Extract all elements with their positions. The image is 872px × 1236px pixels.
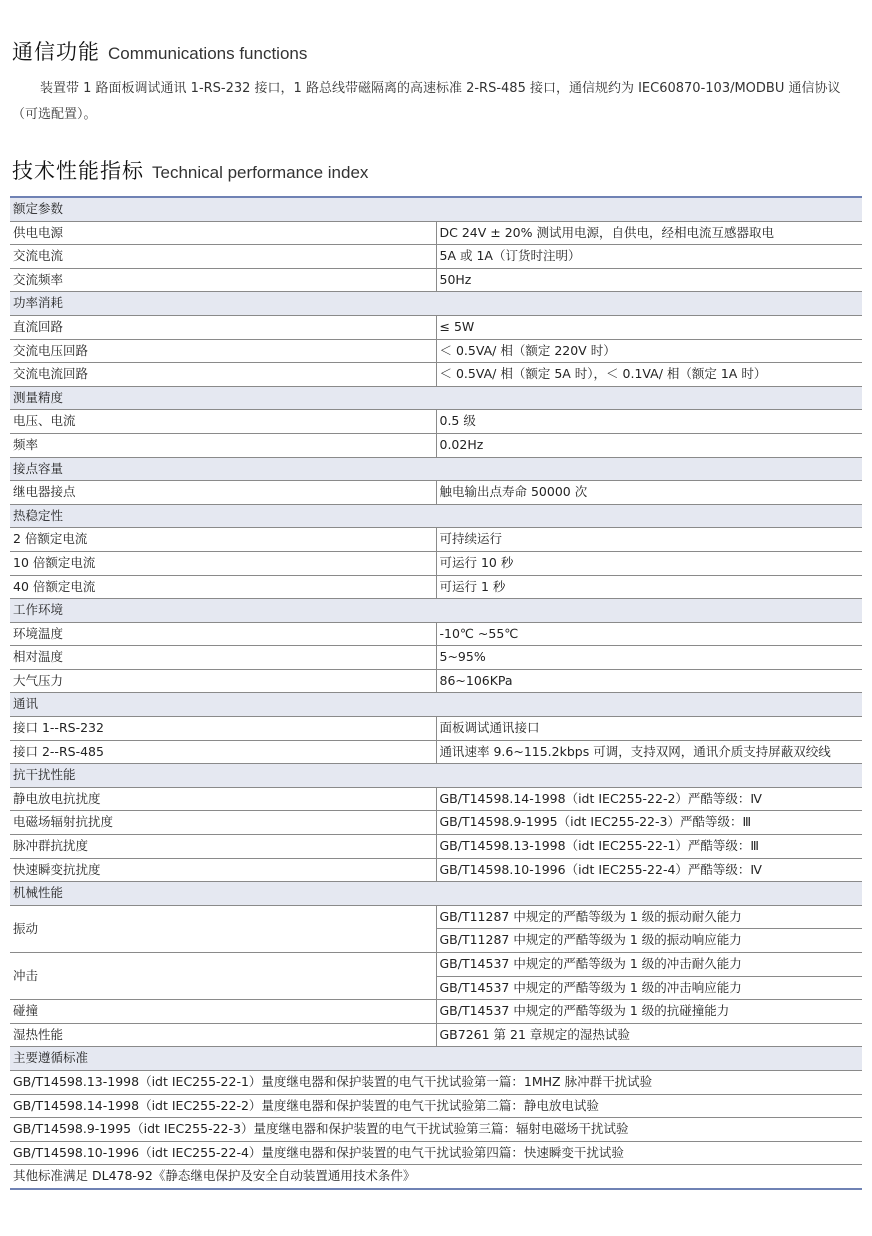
table-row (10, 363, 862, 387)
param-value: 通讯速率 9.6~115.2kbps 可调，支持双网，通讯介质支持屏蔽双绞线 (436, 740, 862, 764)
table-row (10, 1141, 862, 1165)
table-row (10, 740, 862, 764)
section-row (10, 198, 862, 221)
param-value: GB/T14598.13-1998（idt IEC255-22-1）严酷等级：Ⅲ (436, 835, 862, 859)
table-row (10, 1165, 862, 1189)
spec-table (10, 198, 862, 1190)
param-value: GB/T11287 中规定的严酷等级为 1 级的振动响应能力 (436, 929, 862, 953)
table-row (10, 953, 862, 977)
param-value: 可运行 10 秒 (436, 551, 862, 575)
param-value: GB7261 第 21 章规定的湿热试验 (436, 1023, 862, 1047)
param-name: 交流电流 (10, 245, 436, 269)
standard-item: GB/T14598.13-1998（idt IEC255-22-1）量度继电器和保护装置的电气干扰试验第一篇：1MHZ 脉冲群干扰试验 (10, 1070, 862, 1094)
section-row (10, 292, 862, 316)
param-name: 电磁场辐射抗扰度 (10, 811, 436, 835)
section-label: 功率消耗 (10, 292, 862, 316)
param-value: DC 24V ± 20% 测试用电源，自供电，经相电流互感器取电 (436, 221, 862, 245)
table-row (10, 245, 862, 269)
section-row (10, 386, 862, 410)
param-value: 可运行 1 秒 (436, 575, 862, 599)
table-row (10, 339, 862, 363)
table-row (10, 787, 862, 811)
table-row (10, 528, 862, 552)
param-value: 86~106KPa (436, 669, 862, 693)
param-value: 0.02Hz (436, 433, 862, 457)
param-value: GB/T11287 中规定的严酷等级为 1 级的振动耐久能力 (436, 905, 862, 929)
table-row (10, 481, 862, 505)
param-name: 碰撞 (10, 1000, 436, 1024)
section-row (10, 764, 862, 788)
table-row (10, 1023, 862, 1047)
param-name: 供电电源 (10, 221, 436, 245)
heading-zh: 通信功能 (12, 40, 100, 64)
section-label: 热稳定性 (10, 504, 862, 528)
table-row (10, 646, 862, 670)
standard-item: GB/T14598.14-1998（idt IEC255-22-2）量度继电器和保护装置的电气干扰试验第二篇：静电放电试验 (10, 1094, 862, 1118)
table-row (10, 1000, 862, 1024)
param-value: 5A 或 1A（订货时注明） (436, 245, 862, 269)
param-value: GB/T14537 中规定的严酷等级为 1 级的冲击响应能力 (436, 976, 862, 1000)
param-value: -10℃ ~55℃ (436, 622, 862, 646)
section-label: 测量精度 (10, 386, 862, 410)
table-row (10, 551, 862, 575)
param-name: 交流电流回路 (10, 363, 436, 387)
param-name: 继电器接点 (10, 481, 436, 505)
table-row (10, 717, 862, 741)
param-value: GB/T14537 中规定的严酷等级为 1 级的抗碰撞能力 (436, 1000, 862, 1024)
table-row (10, 858, 862, 882)
param-name: 交流电压回路 (10, 339, 436, 363)
param-value: 触电输出点寿命 50000 次 (436, 481, 862, 505)
table-row (10, 905, 862, 929)
heading-zh: 技术性能指标 (12, 159, 144, 183)
section-label: 主要遵循标准 (10, 1047, 862, 1071)
communications-paragraph: 装置带 1 路面板调试通讯 1-RS-232 接口，1 路总线带磁隔离的高速标准 2-RS-485 接口，通信规约为 IEC60870-103/MODBU 通信协议（可选配置）。 (12, 81, 841, 122)
table-row (10, 221, 862, 245)
section-row (10, 1047, 862, 1071)
table-row (10, 575, 862, 599)
heading-en: Communications functions (108, 44, 308, 63)
param-name: 静电放电抗扰度 (10, 787, 436, 811)
table-row (10, 410, 862, 434)
param-value: GB/T14598.9-1995（idt IEC255-22-3）严酷等级：Ⅲ (436, 811, 862, 835)
heading-en: Technical performance index (152, 163, 369, 182)
param-value: 5~95% (436, 646, 862, 670)
param-name: 接口 2--RS-485 (10, 740, 436, 764)
section-label: 通讯 (10, 693, 862, 717)
table-row (10, 669, 862, 693)
section-label: 额定参数 (10, 198, 862, 221)
param-name: 振动 (10, 905, 436, 952)
param-value: 可持续运行 (436, 528, 862, 552)
section-label: 工作环境 (10, 599, 862, 623)
param-value: ＜ 0.5VA/ 相（额定 220V 时） (436, 339, 862, 363)
param-name: 电压、电流 (10, 410, 436, 434)
param-value: GB/T14537 中规定的严酷等级为 1 级的冲击耐久能力 (436, 953, 862, 977)
param-name: 10 倍额定电流 (10, 551, 436, 575)
section-row (10, 504, 862, 528)
table-row (10, 268, 862, 292)
param-name: 接口 1--RS-232 (10, 717, 436, 741)
communications-heading (12, 36, 307, 66)
table-row (10, 622, 862, 646)
section-label: 抗干扰性能 (10, 764, 862, 788)
section-row (10, 693, 862, 717)
param-name: 脉冲群抗扰度 (10, 835, 436, 859)
standard-item: 其他标准满足 DL478-92《静态继电保护及安全自动装置通用技术条件》 (10, 1165, 862, 1189)
technical-heading (12, 155, 368, 185)
table-row (10, 1070, 862, 1094)
section-row (10, 599, 862, 623)
section-row (10, 457, 862, 481)
param-name: 冲击 (10, 953, 436, 1000)
param-value: GB/T14598.10-1996（idt IEC255-22-4）严酷等级：Ⅳ (436, 858, 862, 882)
param-name: 湿热性能 (10, 1023, 436, 1047)
param-name: 快速瞬变抗扰度 (10, 858, 436, 882)
param-value: 面板调试通讯接口 (436, 717, 862, 741)
table-row (10, 835, 862, 859)
param-name: 频率 (10, 433, 436, 457)
param-name: 交流频率 (10, 268, 436, 292)
standard-item: GB/T14598.9-1995（idt IEC255-22-3）量度继电器和保护装置的电气干扰试验第三篇：辐射电磁场干扰试验 (10, 1118, 862, 1142)
standard-item: GB/T14598.10-1996（idt IEC255-22-4）量度继电器和保护装置的电气干扰试验第四篇：快速瞬变干扰试验 (10, 1141, 862, 1165)
param-value: 0.5 级 (436, 410, 862, 434)
param-name: 直流回路 (10, 315, 436, 339)
section-label: 机械性能 (10, 882, 862, 906)
param-name: 40 倍额定电流 (10, 575, 436, 599)
param-value: ＜ 0.5VA/ 相（额定 5A 时），＜ 0.1VA/ 相（额定 1A 时） (436, 363, 862, 387)
table-row (10, 1118, 862, 1142)
param-value: GB/T14598.14-1998（idt IEC255-22-2）严酷等级：Ⅳ (436, 787, 862, 811)
param-name: 2 倍额定电流 (10, 528, 436, 552)
section-label: 接点容量 (10, 457, 862, 481)
table-row (10, 315, 862, 339)
param-name: 大气压力 (10, 669, 436, 693)
param-name: 环境温度 (10, 622, 436, 646)
table-row (10, 1094, 862, 1118)
spec-table-wrapper (10, 196, 862, 1190)
param-value: ≤ 5W (436, 315, 862, 339)
table-row (10, 433, 862, 457)
param-value: 50Hz (436, 268, 862, 292)
section-row (10, 882, 862, 906)
param-name: 相对温度 (10, 646, 436, 670)
table-row (10, 811, 862, 835)
